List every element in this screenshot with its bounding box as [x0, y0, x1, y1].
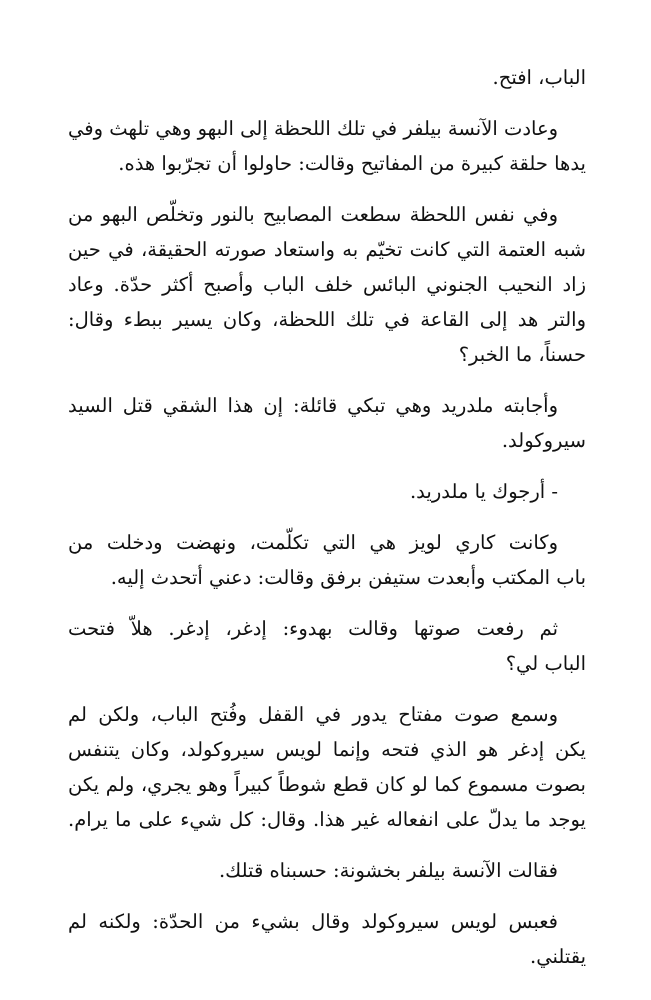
text-line: - أرجوك يا ملدريد. — [409, 480, 558, 503]
text-line: يوجد ما يدلّ على انفعاله غير هذا. وقال: كل شيء على ما يرام. — [68, 808, 586, 831]
book-page — [68, 0, 586, 1000]
text-line: وكانت كاري لويز هي التي تكلّمت، ونهضت ودخلت من — [68, 531, 558, 554]
text-line: ثم رفعت صوتها وقالت بهدوء: إدغر، إدغر. هلاّ فتحت — [68, 617, 558, 640]
text-line: زاد النحيب الجنوني البائس خلف الباب وأصبح أكثر حدّة. وعاد — [68, 273, 586, 296]
text-line: باب المكتب وأبعدت ستيفن برفق وقالت: دعني أتحدث إليه. — [110, 566, 586, 589]
text-line: وفي نفس اللحظة سطعت المصابيح بالنور وتخلّص البهو من — [68, 203, 558, 226]
text-line: بصوت مسموع كما لو كان قطع شوطاً كبيراً وهو يجري، ولم يكن — [68, 773, 586, 796]
text-line: وأجابته ملدريد وهي تبكي قائلة: إن هذا الشقي قتل السيد — [68, 394, 558, 417]
text-line: يكن إدغر هو الذي فتحه وإنما لويس سيروكولد، وكان يتنفس — [68, 738, 586, 761]
text-line: وسمع صوت مفتاح يدور في القفل وفُتح الباب، ولكن لم — [68, 703, 558, 726]
text-line: يقتلني. — [530, 945, 586, 968]
text-line: حسناً، ما الخبر؟ — [458, 343, 586, 366]
text-line: الباب، افتح. — [492, 66, 586, 89]
text-line: سيروكولد. — [501, 429, 586, 452]
text-line: يدها حلقة كبيرة من المفاتيح وقالت: حاولوا أن تجرّبوا هذه. — [118, 152, 586, 175]
text-line: والتر هد إلى القاعة في تلك اللحظة، وكان يسير ببطء وقال: — [68, 308, 586, 331]
text-line: الباب لي؟ — [505, 652, 586, 675]
text-line: شبه العتمة التي كانت تخيّم به واستعاد صورته الحقيقة، في حين — [68, 238, 586, 261]
text-line: فقالت الآنسة بيلفر بخشونة: حسبناه قتلك. — [218, 859, 558, 882]
text-line: فعبس لويس سيروكولد وقال بشيء من الحدّة: ولكنه لم — [68, 910, 558, 933]
text-line: وعادت الآنسة بيلفر في تلك اللحظة إلى البهو وهي تلهث وفي — [68, 117, 558, 140]
